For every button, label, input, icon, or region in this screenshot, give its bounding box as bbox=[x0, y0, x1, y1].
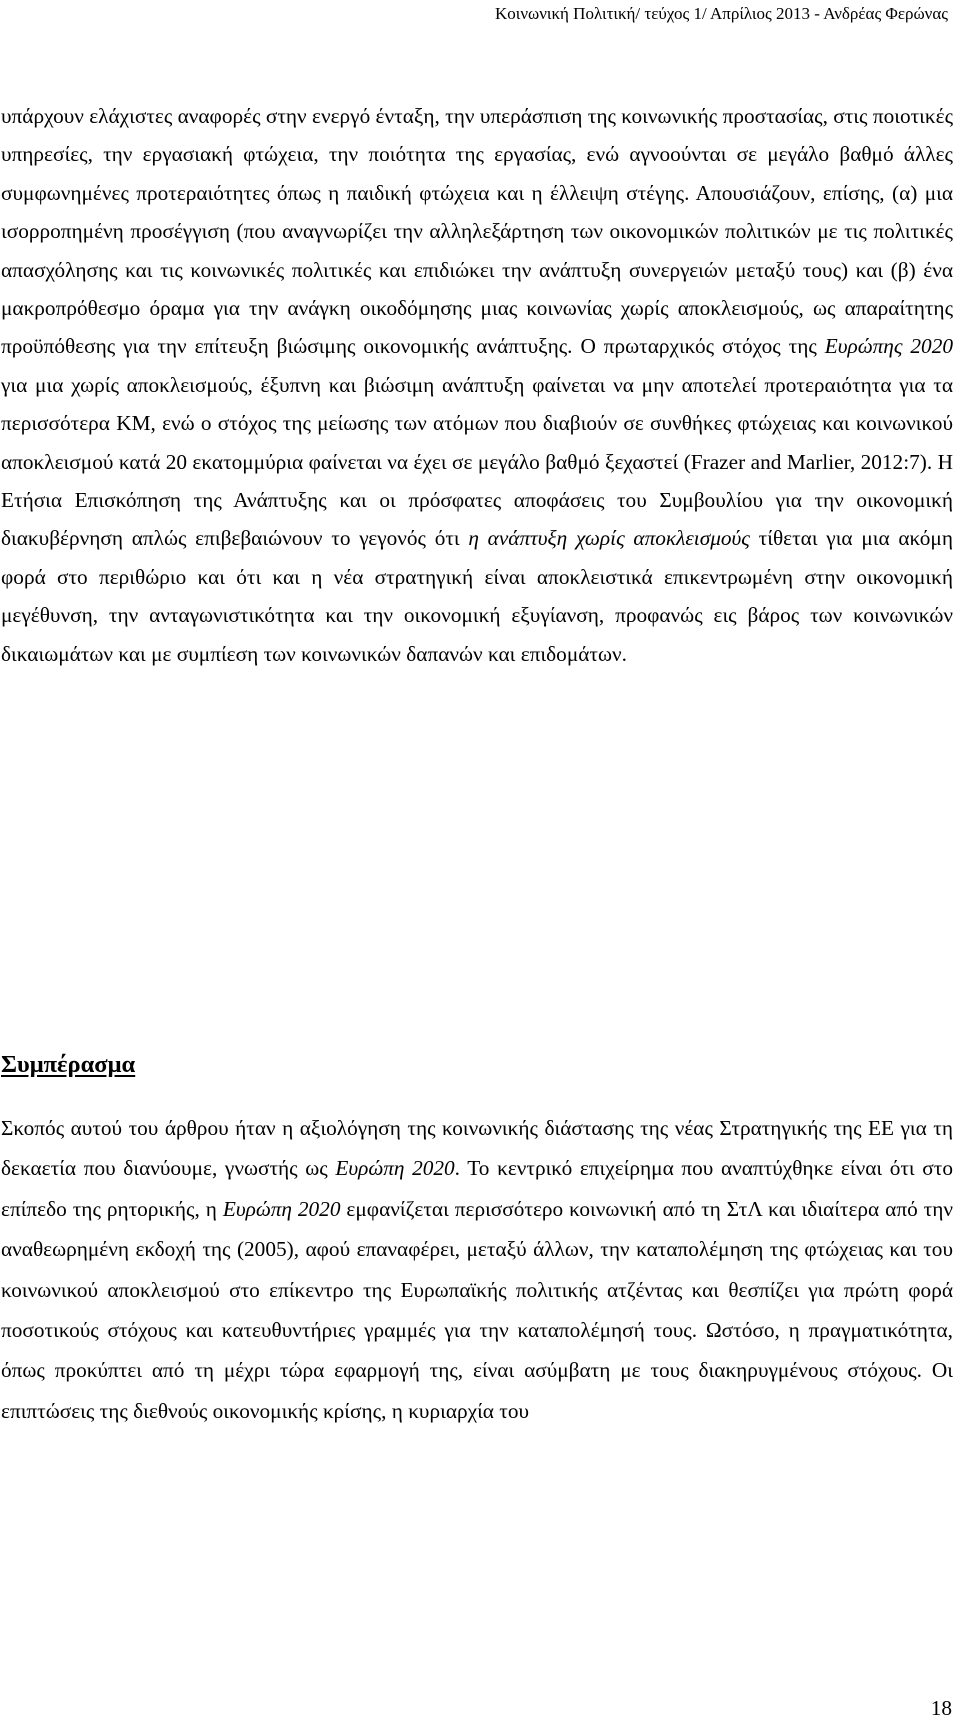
italic-reference: Ευρώπη 2020 bbox=[335, 1156, 455, 1181]
section-heading-conclusion: Συμπέρασμα bbox=[1, 1051, 136, 1078]
paragraph-text: Σκοπός αυτού του άρθρου ήταν η αξιολόγηση της κοινωνικής διάστασης της νέας Στρατηγικής της ΕΕ για τη δεκαετία που διανύουμε, γνωστής ως bbox=[1, 1116, 953, 1181]
italic-reference: Ευρώπη 2020 bbox=[222, 1196, 341, 1221]
italic-phrase: η ανάπτυξη χωρίς αποκλεισμούς bbox=[468, 526, 750, 551]
italic-reference: Ευρώπης 2020 bbox=[824, 334, 953, 359]
body-paragraph-1 bbox=[1, 97, 953, 673]
paragraph-text: για μια χωρίς αποκλεισμούς, έξυπνη και βιώσιμη ανάπτυξη φαίνεται να μην αποτελεί προτεραιότητα για τα περισσότερα ΚΜ, ενώ ο στόχος της μείωσης των ατόμων που διαβιούν σε συνθήκες φτώχειας και κοινωνικού αποκλεισμού κατά 20 εκατομμύρια φαίνεται να έχει σε μεγάλο βαθμό ξεχαστεί (Frazer and Marlier, 2012:7). Η Ετήσια Επισκόπηση της Ανάπτυξης και οι πρόσφατες αποφάσεις του Συμβουλίου για την οικονομική διακυβέρνηση απλώς επιβεβαιώνουν το γεγονός ότι bbox=[1, 372, 953, 551]
running-header: Κοινωνική Πολιτική/ τεύχος 1/ Απρίλιος 2013 - Ανδρέας Φερώνας bbox=[494, 4, 948, 23]
paragraph-text: υπάρχουν ελάχιστες αναφορές στην ενεργό ένταξη, την υπεράσπιση της κοινωνικής προστασίας, στις ποιοτικές υπηρεσίες, την εργασιακή φτώχεια, την ποιότητα της εργασίας, ενώ αγνοούνται σε μεγάλο βαθμό άλλες συμφωνημένες προτεραιότητες όπως η παιδική φτώχεια και η έλλειψη στέγης. Απουσιάζουν, επίσης, (α) μια ισορροπημένη προσέγγιση (που αναγνωρίζει την αλληλεξάρτηση των οικονομικών πολιτικών με τις πολιτικές απασχόλησης και τις κοινωνικές πολιτικές και επιδιώκει την ανάπτυξη συνεργειών μεταξύ τους) και (β) ένα μακροπρόθεσμο όραμα για την ανάγκη οικοδόμησης μιας κοινωνίας χωρίς αποκλεισμούς, ως απαραίτητης προϋπόθεσης για την επίτευξη βιώσιμης οικονομικής ανάπτυξης. Ο πρωταρχικός στόχος της bbox=[1, 104, 953, 359]
paragraph-text: . Το κεντρικό επιχείρημα που αναπτύχθηκε είναι ότι στο επίπεδο της ρητορικής, η bbox=[1, 1156, 953, 1221]
paragraph-text: τίθεται για μια ακόμη φορά στο περιθώριο και ότι και η νέα στρατηγική είναι αποκλειστικά επικεντρωμένη στην οικονομική μεγέθυνση, την ανταγωνιστικότητα και την οικονομική εξυγίανση, προφανώς εις βάρος των κοινωνικών δικαιωμάτων και με συμπίεση των κοινωνικών δαπανών και επιδομάτων. bbox=[1, 526, 953, 666]
body-paragraph-2 bbox=[1, 1108, 953, 1431]
page-number: 18 bbox=[930, 1696, 952, 1720]
paragraph-text: εμφανίζεται περισσότερο κοινωνική από τη ΣτΛ και ιδιαίτερα από την αναθεωρημένη εκδοχή της (2005), αφού επαναφέρει, μεταξύ άλλων, την καταπολέμηση της φτώχειας και του κοινωνικού αποκλεισμού στο επίκεντρο της Ευρωπαϊκής πολιτικής ατζέντας και θεσπίζει για πρώτη φορά ποσοτικούς στόχους και κατευθυντήριες γραμμές για την καταπολέμησή τους. Ωστόσο, η πραγματικότητα, όπως προκύπτει από τη μέχρι τώρα εφαρμογή της, είναι ασύμβατη με τους διακηρυγμένους στόχους. Οι επιπτώσεις της διεθνούς οικονομικής κρίσης, η κυριαρχία του bbox=[1, 1196, 953, 1423]
